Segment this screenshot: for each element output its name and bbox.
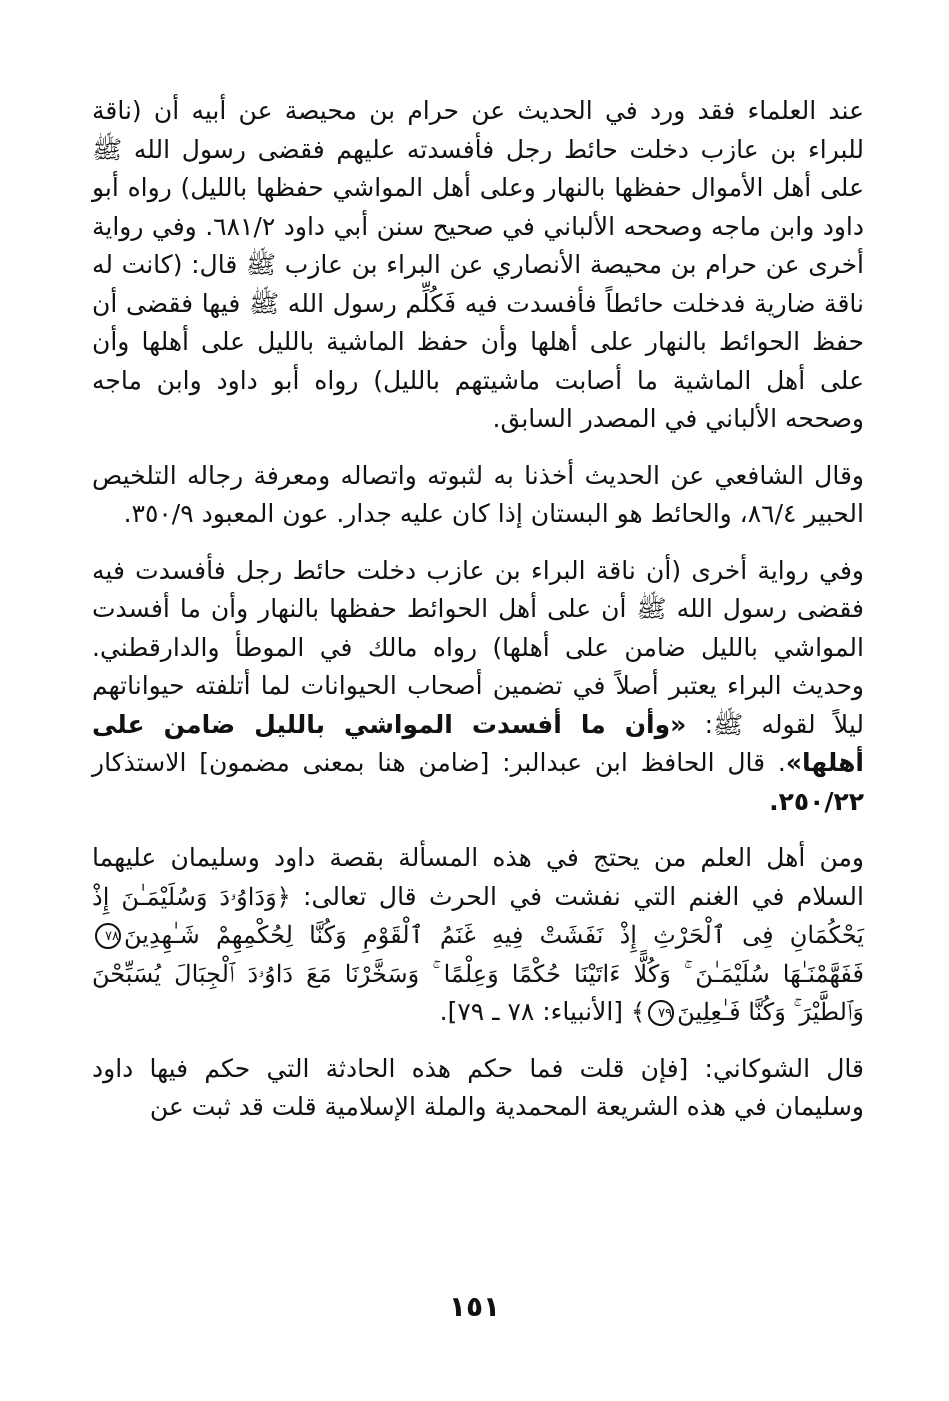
- bold-text: ٢٥٠/٢٢.: [769, 786, 864, 816]
- paragraph-2: [92, 457, 864, 534]
- bold-text: «وأن ما أفسدت المواشي بالليل ضامن على أهلها»: [92, 709, 864, 777]
- page-number: ١٥١: [448, 1290, 501, 1323]
- page-body: [92, 92, 864, 1127]
- quran-verse-text: ﴿وَدَاوُۥدَ وَسُلَيْمَـٰنَ إِذْ يَحْكُمَانِ فِى ٱلْحَرْثِ إِذْ نَفَشَتْ فِيهِ غَنَمُ ٱلْقَوْمِ وَكُنَّا لِحُكْمِهِمْ شَـٰهِدِينَ: [92, 882, 864, 949]
- paragraph-1: [92, 92, 864, 439]
- paragraph-4: [92, 839, 864, 1032]
- paragraph-5: [92, 1050, 864, 1127]
- body-text: وقال الشافعي عن الحديث أخذنا به لثبوته واتصاله ومعرفة رجاله التلخيص الحبير ٨٦/٤، والحائط هو البستان إذا كان عليه جدار. عون المعبود ٣٥٠/٩.: [92, 460, 864, 528]
- body-text: وفي رواية أخرى (أن ناقة البراء بن عازب دخلت حائط رجل فأفسدت فيه فقضى رسول الله ﷺ أن على أهل الحوائط حفظها بالنهار وأن ما أفسدت المواشي بالليل ضامن على أهلها) رواه مالك في الموطأ والدارقطني. وحديث البراء يعتبر أصلاً في تضمين أصحاب الحيوانات لما أتلفته حيواناتهم ليلاً لقوله ﷺ:: [92, 555, 864, 739]
- ayah-number-marker: ٧٩: [648, 1000, 674, 1026]
- body-text: ومن أهل العلم من يحتج في هذه المسألة بقصة داود وسليمان عليهما السلام في الغنم التي نفشت في الحرث قال تعالى:: [92, 843, 864, 911]
- ayah-number-marker: ٧٨: [95, 923, 121, 949]
- body-text: . قال الحافظ ابن عبدالبر: [ضامن هنا بمعنى مضمون] الاستذكار: [92, 748, 786, 777]
- body-text: قال الشوكاني: [فإن قلت فما حكم هذه الحادثة التي حكم فيها داود وسليمان في هذه الشريعة المحمدية والملة الإسلامية قلت قد ثبت عن: [92, 1053, 864, 1121]
- paragraph-3: [92, 552, 864, 822]
- quran-verse-text: ﴾: [631, 998, 646, 1026]
- body-text: [الأنبياء: ٧٨ ـ ٧٩].: [439, 997, 631, 1026]
- quran-verse-text: فَفَهَّمْنَـٰهَا سُلَيْمَـٰنَ ۚ وَكُلًّا ءَاتَيْنَا حُكْمًا وَعِلْمًا ۚ وَسَخَّرْنَا مَعَ دَاوُۥدَ ٱلْجِبَالَ يُسَبِّحْنَ وَٱلطَّيْرَ ۚ وَكُنَّا فَـٰعِلِينَ: [92, 959, 864, 1026]
- body-text: عند العلماء فقد ورد في الحديث عن حرام بن محيصة عن أبيه أن (ناقة للبراء بن عازب دخلت حائط رجل فأفسدته عليهم فقضى رسول الله ﷺ على أهل الأموال حفظها بالنهار وعلى أهل المواشي حفظها بالليل) رواه أبو داود وابن ماجه وصححه الألباني في صحيح سنن أبي داود ٦٨١/٢. وفي رواية أخرى عن حرام بن محيصة الأنصاري عن البراء بن عازب ﷺ قال: (كانت له ناقة ضارية فدخلت حائطاً فأفسدت فيه فَكُلِّم رسول الله ﷺ فيها فقضى أن حفظ الحوائط بالنهار على أهلها وأن حفظ الماشية بالليل على أهلها وأن على أهل الماشية ما أصابت ماشيتهم بالليل) رواه أبو داود وابن ماجه وصححه الألباني في المصدر السابق.: [92, 96, 865, 433]
